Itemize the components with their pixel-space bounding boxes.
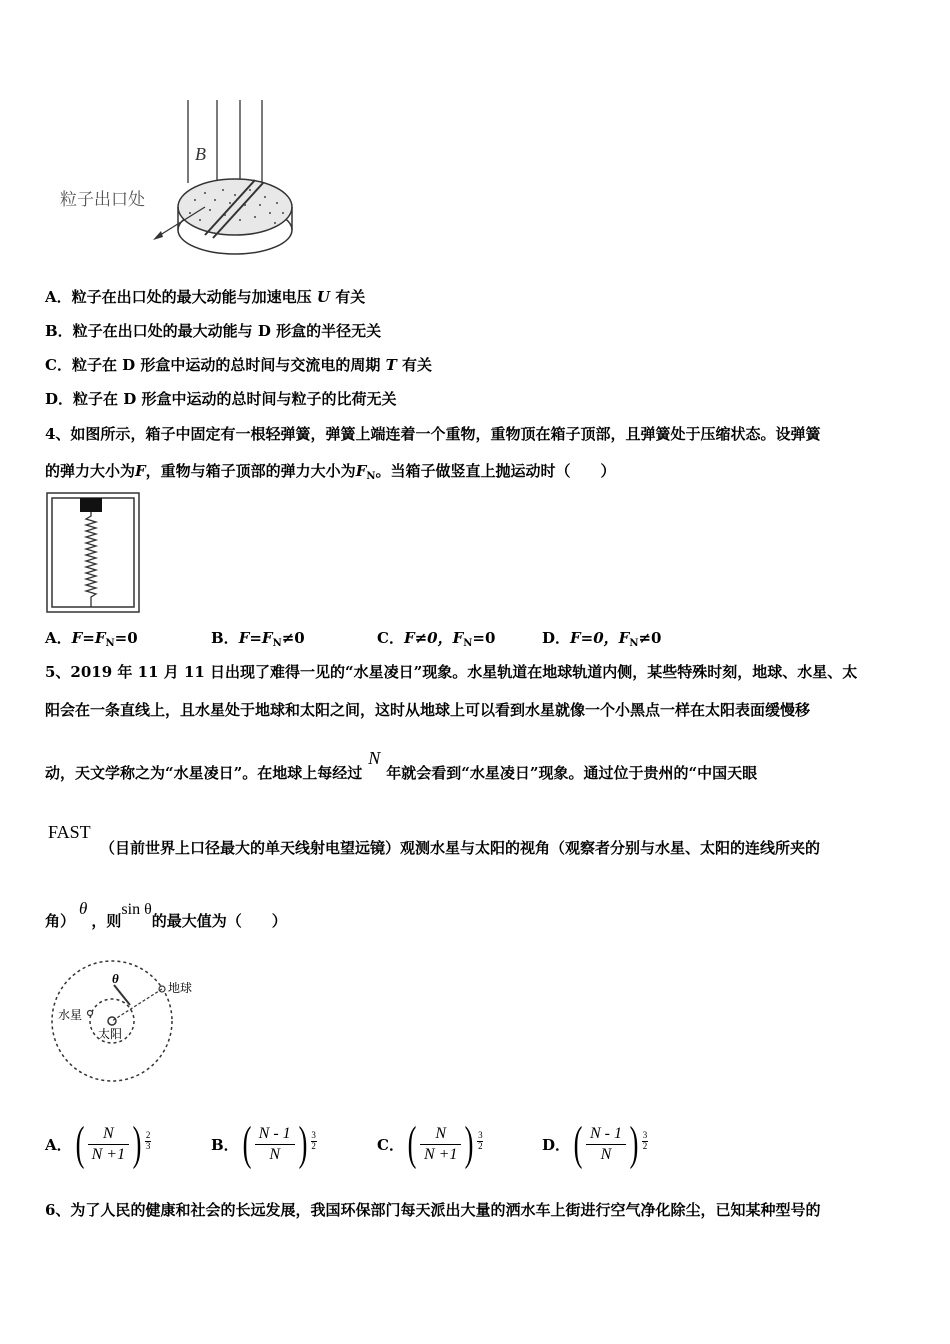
q5-option-b-label: B． <box>211 1135 239 1154</box>
q5-sin-theta: sin θ <box>121 901 152 918</box>
q6-stem-line1: 6、为了人民的健康和社会的长远发展，我国环保部门每天派出大量的洒水车上街进行空气净化除尘，已知某种型号的 <box>45 1201 821 1219</box>
cyclotron-figure <box>55 95 305 260</box>
mercury-label: 水星 <box>58 1008 83 1022</box>
q4-option-a-tail: =0 <box>114 629 138 647</box>
q5-theta: θ <box>79 899 88 918</box>
q3-option-a-text: A．粒子在出口处的最大动能与加速电压 <box>45 288 312 306</box>
q4-stem-line2 <box>45 460 616 482</box>
exit-label: 粒子出口处 <box>60 190 145 210</box>
q5-line5-a: 角） <box>45 912 76 930</box>
q5-option-d-exp-num: 3 <box>642 1130 648 1140</box>
q4-option-d-label: D． <box>542 629 571 647</box>
spring-box-figure <box>46 492 141 614</box>
earth-label: 地球 <box>168 981 193 995</box>
q4-option-c-text: F≠0，F <box>403 629 464 647</box>
q3-option-a <box>45 286 365 307</box>
field-label-b: B <box>195 144 206 164</box>
q3-option-c-text: C．粒子在 D 形盒中运动的总时间与交流电的周期 <box>45 356 381 374</box>
q5-option-d-label: D． <box>542 1135 571 1154</box>
q4-option-a-label: A． <box>45 629 72 647</box>
q5-option-b-den: N <box>269 1145 280 1163</box>
q3-option-b: B．粒子在出口处的最大动能与 D 形盒的半径无关 <box>45 322 382 340</box>
q5-stem-line4: （目前世界上口径最大的单天线射电望远镜）观测水星与太阳的视角（观察者分别与水星、太阳的连线所夹的 <box>100 839 821 857</box>
q5-option-a: A． ( $\frac{N}{N +1}$ ) 2 3 <box>45 1117 151 1170</box>
q4-line2-fn: F <box>355 462 367 480</box>
q5-option-a-exp-num: 2 <box>145 1130 151 1140</box>
q5-option-a-num: N <box>88 1125 129 1145</box>
q5-option-a-exp-den: 3 <box>145 1141 151 1151</box>
q5-option-c-den: N +1 <box>423 1145 458 1163</box>
q3-option-c <box>45 354 432 375</box>
q5-option-c-exp-den: 2 <box>478 1141 483 1151</box>
q5-option-a-den: N +1 <box>91 1145 126 1163</box>
q4-option-c <box>377 627 495 649</box>
q5-stem-line3 <box>45 748 758 783</box>
q5-option-d-exp-den: 2 <box>642 1141 648 1151</box>
q4-option-a-text: F=F <box>71 629 106 647</box>
q5-stem-line5 <box>45 899 287 931</box>
q4-option-b-tail: ≠0 <box>281 629 305 647</box>
q5-option-d: D． ( $\frac{N - 1}{N}$ ) 3 2 <box>542 1117 648 1170</box>
q3-option-c-var: T <box>385 356 397 374</box>
q4-option-a <box>45 627 138 649</box>
q4-line2-c: 。当箱子做竖直上抛运动时（ ） <box>375 462 616 480</box>
q5-option-b-num: N - 1 <box>255 1125 295 1145</box>
q5-line3-a: 动，天文学称之为“水星凌日”。在地球上每经过 <box>45 764 363 782</box>
q4-line2-n: N <box>366 471 376 482</box>
q5-stem-line1: 5、2019 年 11 月 11 日出现了难得一见的“水星凌日”现象。水星轨道在地球轨道内侧，某些特殊时刻，地球、水星、太 <box>45 663 858 681</box>
q4-option-b-sub: N <box>272 638 282 649</box>
q4-option-c-label: C． <box>377 629 404 647</box>
q4-stem-line1: 4、如图所示，箱子中固定有一根轻弹簧，弹簧上端连着一个重物，重物顶在箱子顶部，且弹簧处于压缩状态。设弹簧 <box>45 425 821 443</box>
q5-var-n: N <box>368 748 381 768</box>
q3-option-c-tail: 有关 <box>402 356 433 374</box>
q4-option-b <box>211 627 305 649</box>
q5-option-c-exp-num: 3 <box>478 1130 483 1140</box>
q4-line2-f: F <box>135 462 146 480</box>
q5-option-b-exp-den: 2 <box>311 1141 316 1151</box>
q3-option-a-tail: 有关 <box>335 288 366 306</box>
q5-line5-c: 的最大值为（ ） <box>151 912 287 930</box>
q4-option-d-text: F=0，F <box>570 629 630 647</box>
q5-option-c-label: C． <box>377 1135 404 1154</box>
q5-option-d-den: N <box>600 1145 612 1163</box>
q5-option-a-label: A． <box>45 1135 72 1154</box>
q4-option-a-sub: N <box>105 638 115 649</box>
q4-line2-b: ，重物与箱子顶部的弹力大小为 <box>145 462 356 480</box>
q5-stem-line2: 阳会在一条直线上，且水星处于地球和太阳之间，这时从地球上可以看到水星就像一个小黑点一样在太阳表面缓慢移 <box>45 701 811 719</box>
q4-option-d <box>542 627 661 649</box>
q5-option-d-num: N - 1 <box>586 1125 626 1145</box>
q4-option-d-sub: N <box>629 638 639 649</box>
q4-option-c-tail: =0 <box>472 629 496 647</box>
q4-option-d-tail: ≠0 <box>638 629 662 647</box>
q4-option-c-sub: N <box>463 638 473 649</box>
orbit-figure <box>48 955 208 1085</box>
q3-option-a-var: U <box>316 288 330 306</box>
q5-line5-b: ，则 <box>91 912 122 930</box>
q5-option-c-num: N <box>420 1125 461 1145</box>
q3-option-d: D．粒子在 D 形盒中运动的总时间与粒子的比荷无关 <box>45 390 397 408</box>
q5-option-b-exp-num: 3 <box>311 1130 316 1140</box>
q4-option-b-label: B． <box>211 629 239 647</box>
q5-line3-b: 年就会看到“水星凌日”现象。通过位于贵州的“中国天眼 <box>386 764 758 782</box>
q5-fast-text: FAST <box>48 822 91 842</box>
orbit-theta: θ <box>112 971 119 986</box>
q5-option-c: C． ( $\frac{N}{N +1}$ ) 3 2 <box>377 1117 483 1170</box>
sun-label: 太阳 <box>98 1027 123 1041</box>
q4-option-b-text: F=F <box>238 629 273 647</box>
q4-line2-a: 的弹力大小为 <box>45 462 136 480</box>
q5-option-b: B． ( $\frac{N - 1}{N}$ ) 3 2 <box>211 1117 316 1170</box>
q5-fast-label <box>48 822 91 843</box>
